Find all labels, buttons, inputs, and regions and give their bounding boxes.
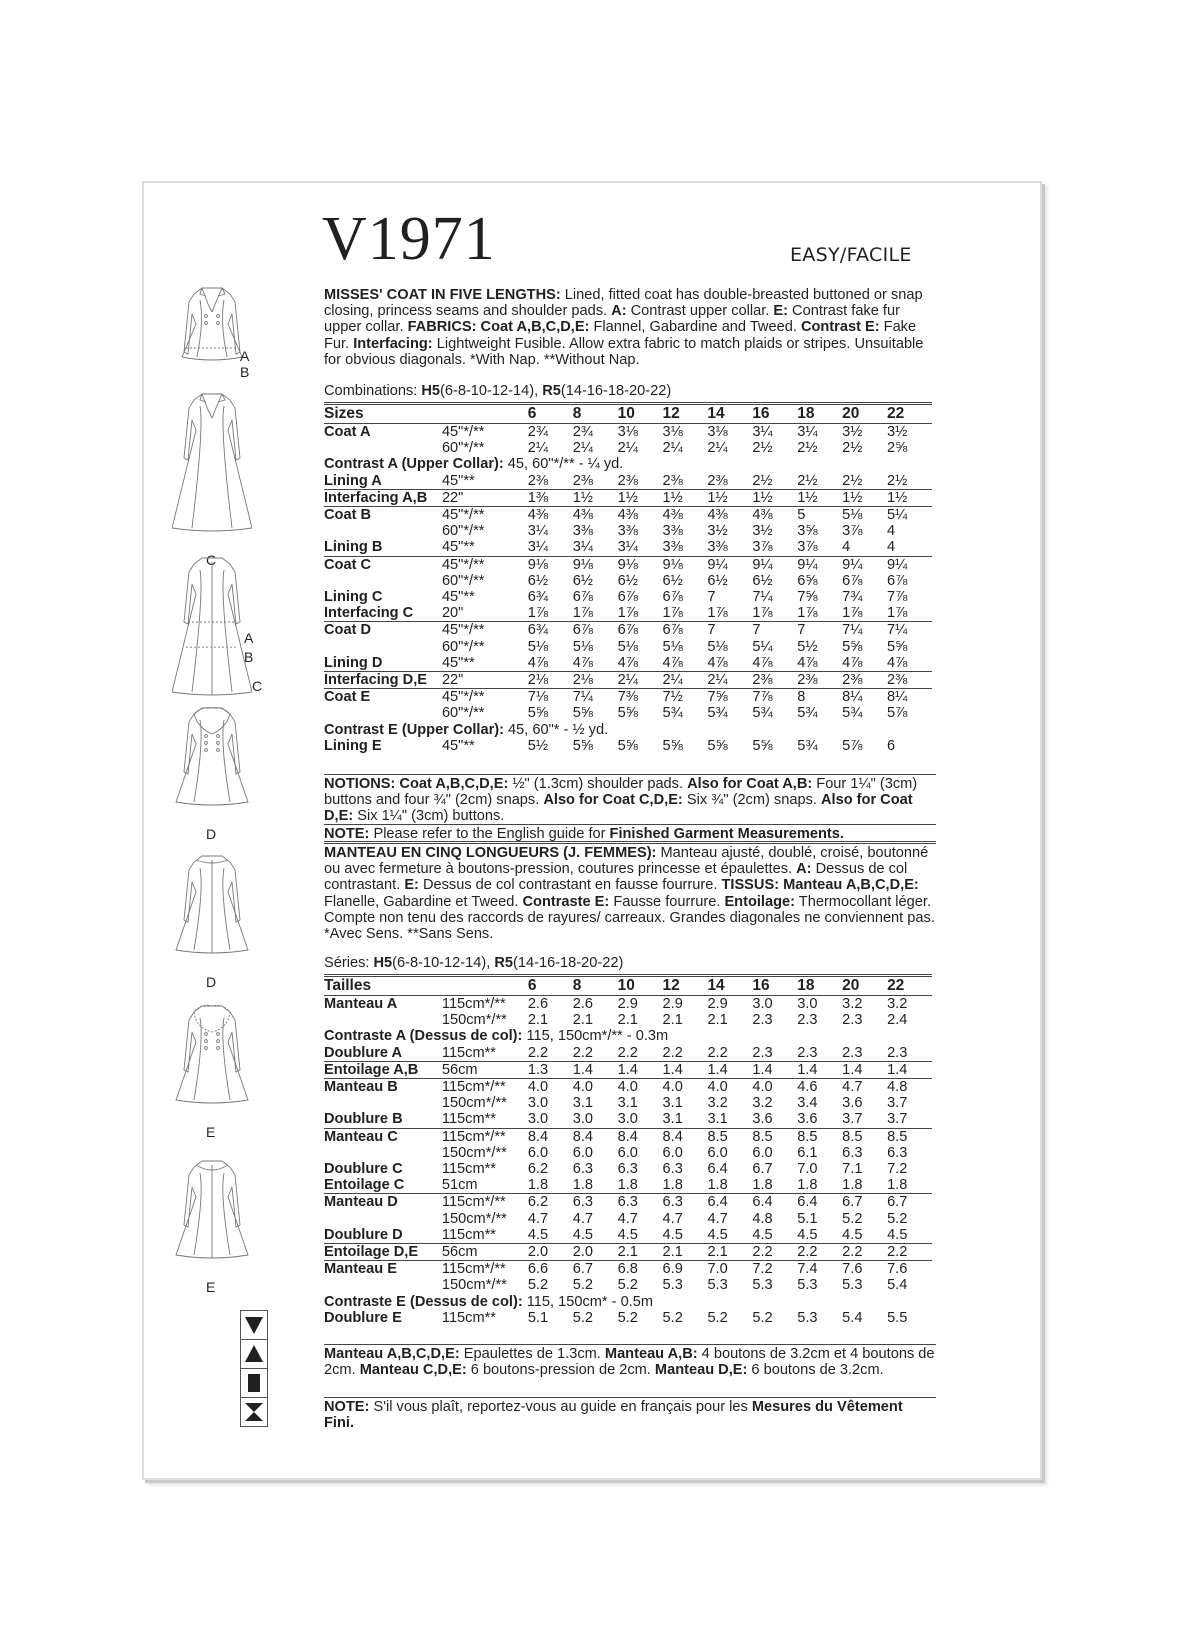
french-yardage-table: [324, 974, 932, 1326]
triangle-up-icon: [240, 1339, 268, 1368]
table-row: Manteau D 115cm*/** 6.2 6.3 6.3 6.3 6.4 6.4 6.4 6.7 6.7: [324, 1194, 932, 1211]
table-row: 60"*/** 5⅛ 5⅛ 5⅛ 5⅛ 5⅛ 5¼ 5½ 5⅝ 5⅝: [441, 638, 908, 655]
table-row: Entoilage C 51cm 1.8 1.8 1.8 1.8 1.8 1.8 1.8 1.8 1.8: [324, 1177, 908, 1194]
table-row: Lining C 45"** 6¾ 6⅞ 6⅞ 6⅞ 7 7¼ 7⅝ 7¾ 7⅞: [324, 589, 908, 606]
view-label: E: [206, 1124, 216, 1140]
table-row: Entoilage A,B 56cm 1.3 1.4 1.4 1.4 1.4 1.4 1.4 1.4 1.4: [324, 1061, 932, 1078]
table-row: Interfacing D,E 22" 2⅛ 2⅛ 2¼ 2¼ 2¼ 2⅜ 2⅜ 2⅜ 2⅜: [324, 672, 932, 689]
difficulty-label: EASY/FACILE: [790, 244, 912, 266]
view-label: B: [244, 649, 254, 665]
table-row: Manteau B 115cm*/** 4.0 4.0 4.0 4.0 4.0 4.0 4.6 4.7 4.8: [324, 1079, 932, 1096]
table-row: 60"*/** 3¼ 3⅜ 3⅜ 3⅜ 3½ 3½ 3⅝ 3⅞ 4: [441, 523, 896, 540]
table-row: Doublure D 115cm** 4.5 4.5 4.5 4.5 4.5 4.5 4.5 4.5 4.5: [324, 1226, 908, 1243]
view-label: C: [252, 678, 263, 694]
view-label: A: [240, 348, 250, 364]
table-row: Doublure C 115cm** 6.2 6.3 6.3 6.3 6.4 6.7 7.0 7.1 7.2: [324, 1161, 908, 1178]
english-description: MISSES' COAT IN FIVE LENGTHS: Lined, fitted coat has double-breasted buttoned or snap closing, princess seams and shoulder pads. A: Contrast upper collar. E: Contrast fake fur upper collar. FABRICS: Coat A,B,C,D,E: Flannel, Gabardine and Tweed. Contrast E: Fake Fur. Interfacing: Lightweight Fusible. Allow extra fabric to match plaids or stripes. Unsuitable for obvious diagonals. *With Nap. **Without Nap.: [324, 287, 924, 368]
table-row: Lining D 45"** 4⅞ 4⅞ 4⅞ 4⅞ 4⅞ 4⅞ 4⅞ 4⅞ 4⅞: [324, 654, 908, 671]
table-row: Coat E 45"*/** 7⅛ 7¼ 7⅜ 7½ 7⅝ 7⅞ 8 8¼ 8¼: [324, 689, 932, 706]
view-label: D: [206, 974, 217, 990]
table-row: Entoilage D,E 56cm 2.0 2.0 2.1 2.1 2.1 2.2 2.2 2.2 2.2: [324, 1244, 932, 1261]
table-header-row: Tailles 6 8 10 12 14 16 18 20 22: [324, 976, 932, 996]
table-row: Contraste A (Dessus de col): 115, 150cm*/** - 0.3m: [324, 1028, 669, 1045]
table-row: Contrast A (Upper Collar): 45, 60"*/** - ¼ yd.: [324, 456, 624, 473]
table-row: Coat C 45"*/** 9⅛ 9⅛ 9⅛ 9⅛ 9¼ 9¼ 9¼ 9¼ 9¼: [324, 556, 932, 573]
french-notions: Manteau A,B,C,D,E: Epaulettes de 1.3cm. Manteau A,B: 4 boutons de 3.2cm et 4 boutons de 2cm. Manteau C,D,E: 6 boutons-pression de 2cm. Manteau D,E: 6 boutons de 3.2cm.: [324, 1346, 935, 1379]
table-row: Lining E 45"** 5½ 5⅝ 5⅝ 5⅝ 5⅝ 5⅝ 5¾ 5⅞ 6: [324, 737, 896, 754]
view-label: C: [206, 552, 217, 568]
french-description: MANTEAU EN CINQ LONGUEURS (J. FEMMES): Manteau ajusté, doublé, croisé, boutonné ou avec fermeture à boutons-pression, coutures princesse et épaulettes. A: Dessus de col contrastant. E: Dessus de col contrastant en fausse fourrure. TISSUS: Manteau A,B,C,D,E: Flanelle, Gabardine et Tweed. Contraste E: Fausse fourrure. Entoilage: Thermocollant léger. Compte non tenu des raccords de rayures/ carreaux. Grandes diagonales ne conviennent pas. *Avec Sens. **Sans Sens.: [324, 841, 936, 942]
english-combinations: Combinations: H5(6-8-10-12-14), R5(14-16-18-20-22): [324, 383, 672, 399]
view-label: B: [240, 364, 250, 380]
table-row: 150cm*/** 5.2 5.2 5.2 5.3 5.3 5.3 5.3 5.3 5.4: [441, 1277, 908, 1294]
english-note: NOTE: Please refer to the English guide for Finished Garment Measurements.: [324, 824, 936, 842]
view-label: D: [206, 826, 217, 842]
table-row: 150cm*/** 6.0 6.0 6.0 6.0 6.0 6.0 6.1 6.3 6.3: [441, 1144, 908, 1161]
table-row: Doublure B 115cm** 3.0 3.0 3.0 3.1 3.1 3.6 3.6 3.7 3.7: [324, 1111, 908, 1128]
table-row: Manteau E 115cm*/** 6.6 6.7 6.8 6.9 7.0 7.2 7.4 7.6 7.6: [324, 1261, 932, 1278]
coat-illustration-front: [172, 1000, 252, 1120]
view-label: A: [244, 630, 254, 646]
table-row: 150cm*/** 3.0 3.1 3.1 3.1 3.2 3.2 3.4 3.6 3.7: [441, 1095, 908, 1112]
triangle-down-icon: [240, 1310, 268, 1339]
table-row: 150cm*/** 2.1 2.1 2.1 2.1 2.1 2.3 2.3 2.3 2.4: [441, 1012, 908, 1029]
table-row: Coat D 45"*/** 6¾ 6⅞ 6⅞ 6⅞ 7 7 7 7¼ 7¼: [324, 622, 932, 639]
table-row: 60"*/** 6½ 6½ 6½ 6½ 6½ 6½ 6⅝ 6⅞ 6⅞: [441, 572, 908, 589]
table-row: Contrast E (Upper Collar): 45, 60"* - ½ yd.: [324, 721, 609, 738]
english-notions: NOTIONS: Coat A,B,C,D,E: ½" (1.3cm) shoulder pads. Also for Coat A,B: Four 1¼" (3cm) buttons and four ¾" (2cm) snaps. Also for Coat C,D,E: Six ¾" (2cm) snaps. Also for Coat D,E: Six 1¼" (3cm) buttons.: [324, 774, 936, 825]
coat-illustration-back: [172, 552, 252, 712]
french-combinations: Séries: H5(6-8-10-12-14), R5(14-16-18-20-22): [324, 955, 624, 971]
symbol-key: [240, 1310, 268, 1427]
table-row: Lining B 45"** 3¼ 3¼ 3¼ 3⅜ 3⅜ 3⅞ 3⅞ 4 4: [324, 539, 896, 556]
table-row: 60"*/** 2¼ 2¼ 2¼ 2¼ 2¼ 2½ 2½ 2½ 2⅝: [441, 440, 908, 457]
table-row: Coat B 45"*/** 4⅜ 4⅜ 4⅜ 4⅜ 4⅜ 4⅜ 5 5⅛ 5¼: [324, 507, 932, 524]
coat-illustration-front: [172, 388, 252, 548]
table-row: 150cm*/** 4.7 4.7 4.7 4.7 4.7 4.8 5.1 5.2 5.2: [441, 1210, 908, 1227]
table-row: Doublure E 115cm** 5.1 5.2 5.2 5.2 5.2 5.2 5.3 5.4 5.5: [324, 1309, 908, 1326]
table-row: Interfacing C 20" 1⅞ 1⅞ 1⅞ 1⅞ 1⅞ 1⅞ 1⅞ 1⅞ 1⅞: [324, 605, 908, 622]
table-row: Manteau A 115cm*/** 2.6 2.6 2.9 2.9 2.9 3.0 3.0 3.2 3.2: [324, 996, 908, 1012]
table-row: Manteau C 115cm*/** 8.4 8.4 8.4 8.4 8.5 8.5 8.5 8.5 8.5: [324, 1128, 932, 1145]
coat-illustration-front: [172, 702, 252, 822]
french-note: NOTE: S'il vous plaît, reportez-vous au guide en français pour les Mesures du Vêtement Fini.: [324, 1397, 936, 1431]
pattern-number: V1971: [322, 205, 496, 273]
table-row: Interfacing A,B 22" 1⅜ 1½ 1½ 1½ 1½ 1½ 1½ 1½ 1½: [324, 489, 932, 506]
table-row: 60"*/** 5⅝ 5⅝ 5⅝ 5¾ 5¾ 5¾ 5¾ 5¾ 5⅞: [441, 705, 908, 722]
table-row: Coat A 45"*/** 2¾ 2¾ 3⅛ 3⅛ 3⅛ 3¼ 3¼ 3½ 3½: [324, 424, 908, 440]
coat-illustration-back: [172, 1155, 252, 1275]
table-row: Contraste E (Dessus de col): 115, 150cm* - 0.5m: [324, 1293, 654, 1310]
square-icon: [240, 1368, 268, 1397]
view-label: E: [206, 1279, 216, 1295]
english-yardage-table: [324, 402, 932, 754]
table-row: Lining A 45"** 2⅜ 2⅜ 2⅜ 2⅜ 2⅜ 2½ 2½ 2½ 2½: [324, 472, 908, 489]
table-row: Doublure A 115cm** 2.2 2.2 2.2 2.2 2.2 2.3 2.3 2.3 2.3: [324, 1044, 908, 1061]
table-header-row: Sizes 6 8 10 12 14 16 18 20 22: [324, 404, 932, 424]
hourglass-icon: [240, 1397, 268, 1427]
coat-illustration-back: [172, 850, 252, 970]
